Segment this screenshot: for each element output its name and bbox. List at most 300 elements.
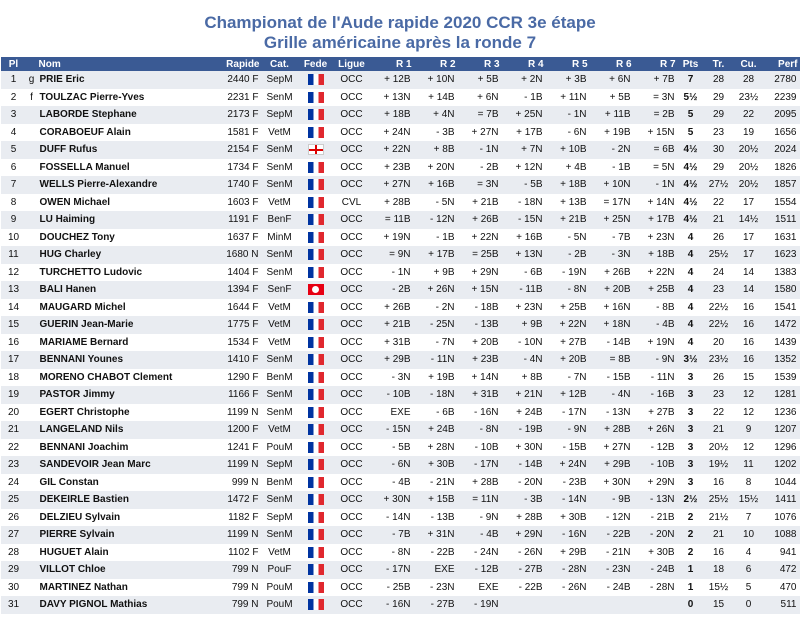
row-category: VetM xyxy=(262,316,298,334)
col-header-pts: Pts xyxy=(678,57,704,71)
row-round-7-result: + 22N xyxy=(634,264,678,282)
row-place: 1 xyxy=(1,71,27,89)
table-row xyxy=(1,544,800,562)
row-points: 2 xyxy=(678,544,704,562)
row-points: 2 xyxy=(678,526,704,544)
table-row xyxy=(1,334,800,352)
row-round-4-result: - 20N xyxy=(502,474,546,492)
table-row xyxy=(1,71,800,89)
eng-flag-icon xyxy=(308,144,324,155)
row-league: OCC xyxy=(334,106,370,124)
row-player-name: DOUCHEZ Tony xyxy=(37,229,206,247)
row-round-4-result: - 18N xyxy=(502,194,546,212)
row-rapid-rating: 1581 F xyxy=(206,124,262,142)
row-league: OCC xyxy=(334,246,370,264)
row-player-name: EGERT Christophe xyxy=(37,404,206,422)
row-category: VetM xyxy=(262,299,298,317)
col-header-r5: R 5 xyxy=(546,57,590,71)
row-rapid-rating: 2231 F xyxy=(206,89,262,107)
row-round-2-result: + 14B xyxy=(414,89,458,107)
row-round-1-result: + 30N xyxy=(370,491,414,509)
table-row xyxy=(1,386,800,404)
row-performance: 2095 xyxy=(764,106,800,124)
row-tiebreak-tr: 21 xyxy=(704,211,734,229)
row-league: OCC xyxy=(334,561,370,579)
row-category: VetM xyxy=(262,334,298,352)
row-round-3-result: + 20B xyxy=(458,334,502,352)
row-points: 7 xyxy=(678,71,704,89)
row-tiebreak-cu: 14 xyxy=(734,281,764,299)
row-league: OCC xyxy=(334,579,370,597)
row-rapid-rating: 1182 F xyxy=(206,509,262,527)
fra-flag-icon xyxy=(308,302,324,313)
row-tiebreak-cu: 28 xyxy=(734,71,764,89)
row-performance: 1580 xyxy=(764,281,800,299)
row-round-6-result: + 30N xyxy=(590,474,634,492)
row-title-badge xyxy=(27,229,37,247)
row-round-3-result: - 19N xyxy=(458,596,502,614)
row-performance: 1511 xyxy=(764,211,800,229)
row-round-4-result: + 2N xyxy=(502,71,546,89)
row-federation xyxy=(298,141,334,159)
fra-flag-icon xyxy=(308,337,324,348)
row-rapid-rating: 1680 N xyxy=(206,246,262,264)
row-category: BenM xyxy=(262,369,298,387)
row-round-2-result: + 4N xyxy=(414,106,458,124)
row-round-2-result: - 7N xyxy=(414,334,458,352)
row-federation xyxy=(298,316,334,334)
row-round-7-result: - 11N xyxy=(634,369,678,387)
row-rapid-rating: 1734 F xyxy=(206,159,262,177)
row-tiebreak-cu: 8 xyxy=(734,474,764,492)
row-round-5-result: - 2B xyxy=(546,246,590,264)
row-round-7-result: + 23N xyxy=(634,229,678,247)
row-round-7-result: = 5N xyxy=(634,159,678,177)
row-round-3-result: = 25B xyxy=(458,246,502,264)
table-row xyxy=(1,229,800,247)
row-round-5-result: - 6N xyxy=(546,124,590,142)
row-category: SepM xyxy=(262,456,298,474)
row-round-6-result: = 17N xyxy=(590,194,634,212)
row-category: BenM xyxy=(262,474,298,492)
table-row xyxy=(1,561,800,579)
row-federation xyxy=(298,439,334,457)
row-round-3-result: + 26B xyxy=(458,211,502,229)
row-place: 16 xyxy=(1,334,27,352)
row-round-5-result: + 20B xyxy=(546,351,590,369)
row-round-1-result: - 5B xyxy=(370,439,414,457)
row-round-1-result: - 10B xyxy=(370,386,414,404)
row-round-6-result: = 8B xyxy=(590,351,634,369)
row-title-badge xyxy=(27,509,37,527)
row-tiebreak-tr: 30 xyxy=(704,141,734,159)
row-round-6-result: - 23N xyxy=(590,561,634,579)
table-row xyxy=(1,124,800,142)
row-round-6-result: + 26B xyxy=(590,264,634,282)
row-round-6-result: - 4N xyxy=(590,386,634,404)
row-league: OCC xyxy=(334,404,370,422)
row-player-name: SANDEVOIR Jean Marc xyxy=(37,456,206,474)
row-round-4-result: - 1B xyxy=(502,89,546,107)
row-place: 29 xyxy=(1,561,27,579)
table-row xyxy=(1,369,800,387)
row-points: 5½ xyxy=(678,89,704,107)
row-round-4-result: - 11B xyxy=(502,281,546,299)
table-row xyxy=(1,351,800,369)
row-federation xyxy=(298,71,334,89)
row-category: BenF xyxy=(262,211,298,229)
row-federation xyxy=(298,159,334,177)
row-tiebreak-cu: 16 xyxy=(734,334,764,352)
row-federation xyxy=(298,386,334,404)
row-round-5-result: + 4B xyxy=(546,159,590,177)
row-round-7-result: + 17B xyxy=(634,211,678,229)
row-round-2-result: - 2N xyxy=(414,299,458,317)
row-round-7-result: - 16B xyxy=(634,386,678,404)
row-tiebreak-cu: 23½ xyxy=(734,89,764,107)
row-round-5-result: - 16N xyxy=(546,526,590,544)
row-round-4-result: - 4N xyxy=(502,351,546,369)
fra-flag-icon xyxy=(308,109,324,120)
fra-flag-icon xyxy=(308,127,324,138)
row-round-4-result: + 8B xyxy=(502,369,546,387)
row-performance: 1236 xyxy=(764,404,800,422)
row-player-name: PASTOR Jimmy xyxy=(37,386,206,404)
row-title-badge xyxy=(27,421,37,439)
row-tiebreak-tr: 20½ xyxy=(704,439,734,457)
col-header-perf: Perf xyxy=(764,57,800,71)
row-rapid-rating: 1241 F xyxy=(206,439,262,457)
row-category: SenM xyxy=(262,386,298,404)
row-round-2-result: - 27B xyxy=(414,596,458,614)
row-place: 19 xyxy=(1,386,27,404)
row-round-2-result: - 18N xyxy=(414,386,458,404)
row-rapid-rating: 1644 F xyxy=(206,299,262,317)
row-round-4-result: + 24B xyxy=(502,404,546,422)
row-round-1-result: + 19N xyxy=(370,229,414,247)
row-round-6-result: - 13N xyxy=(590,404,634,422)
row-player-name: DUFF Rufus xyxy=(37,141,206,159)
table-row xyxy=(1,299,800,317)
table-row xyxy=(1,176,800,194)
row-round-7-result: - 8B xyxy=(634,299,678,317)
row-round-7-result: - 21B xyxy=(634,509,678,527)
row-round-1-result: - 6N xyxy=(370,456,414,474)
row-league: OCC xyxy=(334,474,370,492)
row-round-4-result: + 7N xyxy=(502,141,546,159)
row-place: 6 xyxy=(1,159,27,177)
row-category: SepM xyxy=(262,71,298,89)
row-place: 22 xyxy=(1,439,27,457)
row-tiebreak-tr: 23 xyxy=(704,386,734,404)
row-performance: 1554 xyxy=(764,194,800,212)
row-round-5-result: - 23B xyxy=(546,474,590,492)
row-league: OCC xyxy=(334,334,370,352)
row-category: SenM xyxy=(262,351,298,369)
row-round-4-result: + 28B xyxy=(502,509,546,527)
row-performance: 1207 xyxy=(764,421,800,439)
row-tiebreak-cu: 20½ xyxy=(734,159,764,177)
row-round-2-result: + 10N xyxy=(414,71,458,89)
row-round-7-result: + 15N xyxy=(634,124,678,142)
row-round-5-result: + 10B xyxy=(546,141,590,159)
row-place: 10 xyxy=(1,229,27,247)
row-round-7-result: - 13N xyxy=(634,491,678,509)
row-category: PouM xyxy=(262,579,298,597)
row-league: OCC xyxy=(334,141,370,159)
row-round-2-result: + 15B xyxy=(414,491,458,509)
col-header-tr: Tr. xyxy=(704,57,734,71)
row-round-7-result: + 27B xyxy=(634,404,678,422)
row-round-6-result: + 19B xyxy=(590,124,634,142)
row-round-5-result: + 22N xyxy=(546,316,590,334)
row-round-5-result: + 21B xyxy=(546,211,590,229)
row-tiebreak-tr: 21 xyxy=(704,421,734,439)
row-place: 25 xyxy=(1,491,27,509)
row-tiebreak-cu: 22 xyxy=(734,106,764,124)
row-performance: 1472 xyxy=(764,316,800,334)
row-federation xyxy=(298,596,334,614)
row-round-3-result: + 27N xyxy=(458,124,502,142)
row-round-2-result: + 16B xyxy=(414,176,458,194)
row-category: SenM xyxy=(262,246,298,264)
row-round-4-result: - 6B xyxy=(502,264,546,282)
row-round-3-result: + 21B xyxy=(458,194,502,212)
row-round-4-result: + 29N xyxy=(502,526,546,544)
row-title-badge xyxy=(27,579,37,597)
row-performance: 2780 xyxy=(764,71,800,89)
row-place: 24 xyxy=(1,474,27,492)
table-row xyxy=(1,456,800,474)
row-round-5-result: + 29B xyxy=(546,544,590,562)
col-header-cat: Cat. xyxy=(262,57,298,71)
row-round-2-result: - 5N xyxy=(414,194,458,212)
row-points: 3 xyxy=(678,474,704,492)
row-place: 30 xyxy=(1,579,27,597)
row-place: 23 xyxy=(1,456,27,474)
col-header-rapide: Rapide xyxy=(206,57,262,71)
row-round-1-result: + 13N xyxy=(370,89,414,107)
table-row xyxy=(1,509,800,527)
row-player-name: OWEN Michael xyxy=(37,194,206,212)
row-federation xyxy=(298,334,334,352)
row-round-2-result: + 20N xyxy=(414,159,458,177)
row-federation xyxy=(298,176,334,194)
row-rapid-rating: 1472 F xyxy=(206,491,262,509)
row-round-6-result: + 20B xyxy=(590,281,634,299)
row-round-4-result: + 12N xyxy=(502,159,546,177)
table-row xyxy=(1,106,800,124)
row-performance: 941 xyxy=(764,544,800,562)
row-league: OCC xyxy=(334,386,370,404)
row-league: OCC xyxy=(334,299,370,317)
row-rapid-rating: 1775 F xyxy=(206,316,262,334)
row-performance: 1826 xyxy=(764,159,800,177)
row-rapid-rating: 1199 N xyxy=(206,526,262,544)
row-round-1-result: + 24N xyxy=(370,124,414,142)
row-tiebreak-cu: 20½ xyxy=(734,141,764,159)
row-round-5-result: + 3B xyxy=(546,71,590,89)
row-place: 5 xyxy=(1,141,27,159)
row-performance: 1088 xyxy=(764,526,800,544)
row-round-4-result: + 16B xyxy=(502,229,546,247)
row-round-2-result: + 24B xyxy=(414,421,458,439)
row-tiebreak-tr: 25½ xyxy=(704,491,734,509)
row-category: SenM xyxy=(262,491,298,509)
row-federation xyxy=(298,456,334,474)
row-player-name: FOSSELLA Manuel xyxy=(37,159,206,177)
row-round-1-result: + 22N xyxy=(370,141,414,159)
table-row xyxy=(1,404,800,422)
row-round-3-result: - 17N xyxy=(458,456,502,474)
row-title-badge xyxy=(27,159,37,177)
row-rapid-rating: 799 N xyxy=(206,561,262,579)
row-tiebreak-tr: 29 xyxy=(704,89,734,107)
row-rapid-rating: 1410 F xyxy=(206,351,262,369)
row-federation xyxy=(298,194,334,212)
fra-flag-icon xyxy=(308,407,324,418)
row-round-5-result: + 11N xyxy=(546,89,590,107)
row-category: SenM xyxy=(262,141,298,159)
row-round-7-result: + 7B xyxy=(634,71,678,89)
row-federation xyxy=(298,264,334,282)
row-rapid-rating: 999 N xyxy=(206,474,262,492)
row-rapid-rating: 1191 F xyxy=(206,211,262,229)
col-header-r7: R 7 xyxy=(634,57,678,71)
row-round-1-result: - 4B xyxy=(370,474,414,492)
row-round-3-result: - 4B xyxy=(458,526,502,544)
row-round-4-result: - 26N xyxy=(502,544,546,562)
row-round-7-result: + 19N xyxy=(634,334,678,352)
row-round-7-result: + 26N xyxy=(634,421,678,439)
row-tiebreak-tr: 15 xyxy=(704,596,734,614)
row-player-name: PIERRE Sylvain xyxy=(37,526,206,544)
row-round-5-result: + 25B xyxy=(546,299,590,317)
row-place: 28 xyxy=(1,544,27,562)
row-round-6-result: + 28B xyxy=(590,421,634,439)
row-title-badge xyxy=(27,299,37,317)
row-player-name: DAVY PIGNOL Mathias xyxy=(37,596,206,614)
row-place: 7 xyxy=(1,176,27,194)
row-round-3-result: - 12B xyxy=(458,561,502,579)
row-round-3-result: - 9N xyxy=(458,509,502,527)
row-league: OCC xyxy=(334,491,370,509)
row-round-2-result: + 26N xyxy=(414,281,458,299)
row-tiebreak-cu: 15½ xyxy=(734,491,764,509)
fra-flag-icon xyxy=(308,442,324,453)
col-header-title xyxy=(27,57,37,71)
row-player-name: TOULZAC Pierre-Yves xyxy=(37,89,206,107)
row-tiebreak-cu: 7 xyxy=(734,509,764,527)
standings-table xyxy=(1,57,800,614)
row-tiebreak-tr: 29 xyxy=(704,106,734,124)
row-round-7-result: - 10B xyxy=(634,456,678,474)
row-round-2-result: - 12N xyxy=(414,211,458,229)
row-rapid-rating: 1394 F xyxy=(206,281,262,299)
row-place: 20 xyxy=(1,404,27,422)
row-player-name: TURCHETTO Ludovic xyxy=(37,264,206,282)
row-round-7-result: + 25B xyxy=(634,281,678,299)
row-category: VetM xyxy=(262,421,298,439)
row-round-6-result: + 16N xyxy=(590,299,634,317)
row-title-badge xyxy=(27,351,37,369)
row-category: SepM xyxy=(262,106,298,124)
row-tiebreak-tr: 29 xyxy=(704,159,734,177)
fra-flag-icon xyxy=(308,529,324,540)
row-tiebreak-cu: 14½ xyxy=(734,211,764,229)
row-round-2-result: - 3B xyxy=(414,124,458,142)
col-header-pl: Pl xyxy=(1,57,27,71)
table-row xyxy=(1,246,800,264)
row-tiebreak-cu: 19 xyxy=(734,124,764,142)
row-title-badge xyxy=(27,456,37,474)
row-league: OCC xyxy=(334,439,370,457)
row-round-1-result: EXE xyxy=(370,404,414,422)
row-performance: 1539 xyxy=(764,369,800,387)
row-federation xyxy=(298,561,334,579)
table-row xyxy=(1,474,800,492)
row-place: 2 xyxy=(1,89,27,107)
row-category: VetM xyxy=(262,544,298,562)
row-round-6-result: - 9B xyxy=(590,491,634,509)
fra-flag-icon xyxy=(308,582,324,593)
row-player-name: BALI Hanen xyxy=(37,281,206,299)
row-round-4-result xyxy=(502,596,546,614)
row-points: 4 xyxy=(678,299,704,317)
row-round-5-result: - 1N xyxy=(546,106,590,124)
row-federation xyxy=(298,211,334,229)
row-points: 3 xyxy=(678,386,704,404)
row-points: 3 xyxy=(678,369,704,387)
row-title-badge xyxy=(27,281,37,299)
row-round-3-result: - 13B xyxy=(458,316,502,334)
row-league: OCC xyxy=(334,281,370,299)
row-player-name: MARIAME Bernard xyxy=(37,334,206,352)
row-category: PouF xyxy=(262,561,298,579)
fra-flag-icon xyxy=(308,179,324,190)
col-header-r6: R 6 xyxy=(590,57,634,71)
row-league: OCC xyxy=(334,159,370,177)
row-tiebreak-cu: 17 xyxy=(734,194,764,212)
row-player-name: VILLOT Chloe xyxy=(37,561,206,579)
row-round-2-result: + 30B xyxy=(414,456,458,474)
row-tiebreak-cu: 10 xyxy=(734,526,764,544)
row-place: 4 xyxy=(1,124,27,142)
row-player-name: WELLS Pierre-Alexandre xyxy=(37,176,206,194)
row-points: 4½ xyxy=(678,176,704,194)
row-performance: 1439 xyxy=(764,334,800,352)
table-row xyxy=(1,211,800,229)
row-player-name: GUERIN Jean-Marie xyxy=(37,316,206,334)
row-round-6-result: - 2N xyxy=(590,141,634,159)
row-place: 21 xyxy=(1,421,27,439)
row-performance: 1411 xyxy=(764,491,800,509)
row-round-2-result: + 8B xyxy=(414,141,458,159)
row-round-4-result: - 10N xyxy=(502,334,546,352)
fra-flag-icon xyxy=(308,92,324,103)
row-player-name: DELZIEU Sylvain xyxy=(37,509,206,527)
row-performance: 1656 xyxy=(764,124,800,142)
row-tiebreak-cu: 15 xyxy=(734,369,764,387)
row-round-1-result: = 11B xyxy=(370,211,414,229)
row-round-4-result: - 22B xyxy=(502,579,546,597)
row-title-badge xyxy=(27,596,37,614)
row-player-name: MAUGARD Michel xyxy=(37,299,206,317)
fra-flag-icon xyxy=(308,162,324,173)
row-federation xyxy=(298,229,334,247)
row-category: SepM xyxy=(262,509,298,527)
row-title-badge xyxy=(27,491,37,509)
